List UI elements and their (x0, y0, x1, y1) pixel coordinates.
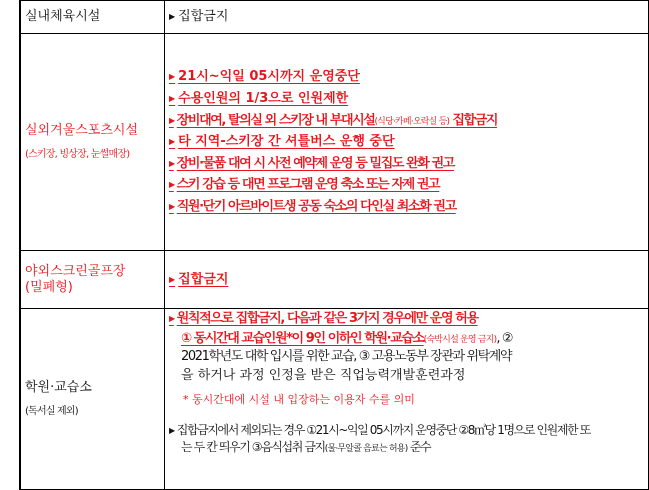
table-row (21, 1, 649, 34)
footnote: * 동시간대에 시설 내 입장하는 이용자 수를 의미 (183, 393, 415, 407)
list-item: 을 하거나 과정 인정을 받은 직업능력개발훈련과정 (181, 367, 466, 383)
triangle-bullet-icon: ▶ (169, 425, 174, 435)
triangle-bullet-icon: ▶ (169, 180, 174, 190)
category-cell (21, 1, 165, 34)
detail-cell (165, 251, 649, 309)
table-row (21, 309, 649, 490)
category-sublabel: (독서실 제외) (25, 405, 78, 417)
triangle-bullet-icon: ▶ (169, 115, 174, 125)
detail-cell (165, 1, 649, 34)
list-item: ▶ 직원·단기 아르바이트생 공동 숙소의 다인실 최소화 권고 (169, 198, 456, 214)
triangle-bullet-icon: ▶ (169, 201, 174, 211)
category-cell (21, 309, 165, 490)
list-item: ▶ 집합금지에서 제외되는 경우 ①21시~익일 05시까지 운영중단 ②8㎡당 1명으로 인원제한 또 (169, 422, 590, 437)
detail-cell (165, 309, 649, 490)
category-sublabel: (밀폐형) (25, 279, 73, 295)
list-item: ▶ 스키 강습 등 대면 프로그램 운영 축소 또는 자제 권고 (169, 177, 440, 193)
triangle-bullet-icon: ▶ (169, 314, 174, 323)
triangle-bullet-icon: ▶ (169, 274, 176, 284)
list-item: 2021학년도 대학 입시를 위한 교습, ③ 고용노동부 장관과 위탁계약 (181, 349, 512, 365)
detail-cell (165, 34, 649, 251)
category-label: 실내체육시설 (25, 9, 101, 25)
list-item: ▶ 원칙적으로 집합금지, 다음과 같은 3가지 경우에만 운영 허용 (169, 311, 478, 326)
list-item: ▶ 장비·물품 대여 시 사전 예약제 운영 등 밀집도 완화 권고 (169, 155, 454, 171)
table-row (21, 34, 649, 251)
triangle-bullet-icon: ▶ (169, 72, 176, 82)
category-label: 학원·교습소 (25, 380, 92, 396)
triangle-bullet-icon: ▶ (169, 12, 176, 22)
category-label: 야외스크린골프장 (25, 263, 126, 279)
triangle-bullet-icon: ▶ (169, 94, 176, 104)
regulation-table (20, 0, 649, 490)
left-margin-column (0, 0, 20, 490)
triangle-bullet-icon: ▶ (169, 137, 176, 147)
list-item: ▶ 장비대여, 탈의실 외 스키장 내 부대시설(식당·카페·오락실 등) 집합금지 (169, 112, 497, 128)
category-sublabel: (스키장, 빙상장, 눈썰매장) (25, 148, 130, 160)
list-item: ▶ 수용인원의 1/3으로 인원제한 (169, 91, 349, 107)
category-cell (21, 251, 165, 309)
triangle-bullet-icon: ▶ (169, 158, 174, 168)
table-row (21, 251, 649, 309)
list-item: ▶ 집합금지 (169, 271, 229, 287)
list-item: ▶ 21시~익일 05시까지 운영중단 (169, 69, 360, 85)
list-item: 는 두 칸 띄우기 ③음식섭취 금지(물·무알콜 음료는 허용) 준수 (181, 439, 431, 454)
list-item: ▶ 집합금지 (169, 9, 229, 25)
category-cell (21, 34, 165, 251)
list-item: ① 동시간대 교습인원*이 9인 이하인 학원·교습소(숙박시설 운영 금지), ② (181, 330, 513, 346)
list-item: ▶ 타 지역-스키장 간 셔틀버스 운행 중단 (169, 134, 395, 150)
category-label: 실외겨울스포츠시설 (25, 123, 139, 139)
